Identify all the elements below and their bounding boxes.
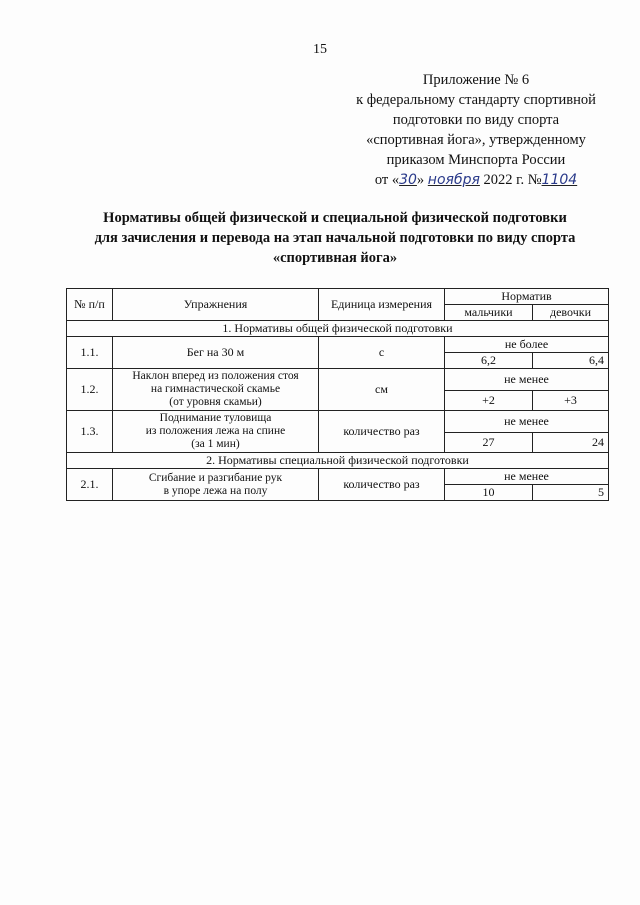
appendix-line: подготовки по виду спорта <box>392 112 560 128</box>
row-boys-value: +2 <box>445 391 533 411</box>
row-exercise-line: в упоре лежа на полу <box>163 484 268 497</box>
title-line: «спортивная йога» <box>272 250 398 266</box>
appendix-line: приказом Минспорта России <box>386 152 566 168</box>
handwritten-day: 30 <box>399 172 417 188</box>
section-heading: 2. Нормативы специальной физической подготовки <box>67 453 609 469</box>
row-girls-value: +3 <box>533 391 609 411</box>
row-unit: с <box>319 337 445 369</box>
appendix-header <box>340 70 612 190</box>
row-unit: см <box>319 369 445 411</box>
appendix-date-line <box>340 170 612 190</box>
document-title <box>70 208 600 268</box>
row-exercise: Бег на 30 м <box>113 337 319 369</box>
row-boys-value: 27 <box>445 433 533 453</box>
row-num: 2.1. <box>67 469 113 501</box>
header-unit: Единица измерения <box>319 289 445 321</box>
row-criterion: не менее <box>445 369 609 391</box>
appendix-line: к федеральному стандарту спортивной <box>356 92 596 108</box>
row-exercise <box>113 469 319 501</box>
row-unit: количество раз <box>319 411 445 453</box>
row-girls-value: 24 <box>533 433 609 453</box>
date-mid: » <box>416 172 425 188</box>
row-exercise-line: (за 1 мин) <box>191 438 240 450</box>
header-girls: девочки <box>533 305 609 321</box>
row-exercise <box>113 411 319 453</box>
section-heading: 1. Нормативы общей физической подготовки <box>67 321 609 337</box>
row-exercise-line: Сгибание и разгибание рук <box>148 471 283 484</box>
row-exercise-line: на гимнастической скамье <box>150 383 281 395</box>
appendix-title: Приложение № 6 <box>422 72 530 88</box>
date-year: 2022 г. № <box>483 172 542 188</box>
row-girls-value: 6,4 <box>533 353 609 369</box>
row-criterion: не более <box>445 337 609 353</box>
row-exercise-line: Поднимание туловища <box>159 412 272 424</box>
header-boys: мальчики <box>445 305 533 321</box>
row-num: 1.3. <box>67 411 113 453</box>
header-exercise: Упражнения <box>113 289 319 321</box>
appendix-line: «спортивная йога», утвержденному <box>366 132 586 148</box>
row-num: 1.1. <box>67 337 113 369</box>
row-exercise-line: (от уровня скамьи) <box>169 396 262 408</box>
row-unit: количество раз <box>319 469 445 501</box>
title-line: Нормативы общей физической и специальной физической подготовки <box>103 210 567 226</box>
handwritten-month: ноября <box>427 172 480 188</box>
handwritten-order-number: 1104 <box>541 172 578 188</box>
date-prefix: от « <box>374 172 400 188</box>
norms-table <box>66 288 609 501</box>
page-number: 15 <box>313 42 327 57</box>
row-exercise <box>113 369 319 411</box>
row-exercise-line: Наклон вперед из положения стоя <box>132 370 299 382</box>
row-girls-value: 5 <box>533 485 609 501</box>
row-num: 1.2. <box>67 369 113 411</box>
row-exercise-line: из положения лежа на спине <box>145 425 286 437</box>
row-boys-value: 10 <box>445 485 533 501</box>
row-criterion: не менее <box>445 469 609 485</box>
row-boys-value: 6,2 <box>445 353 533 369</box>
row-criterion: не менее <box>445 411 609 433</box>
header-num: № п/п <box>67 289 113 321</box>
header-norm: Норматив <box>445 289 609 305</box>
title-line: для зачисления и перевода на этап начальной подготовки по виду спорта <box>94 230 576 246</box>
